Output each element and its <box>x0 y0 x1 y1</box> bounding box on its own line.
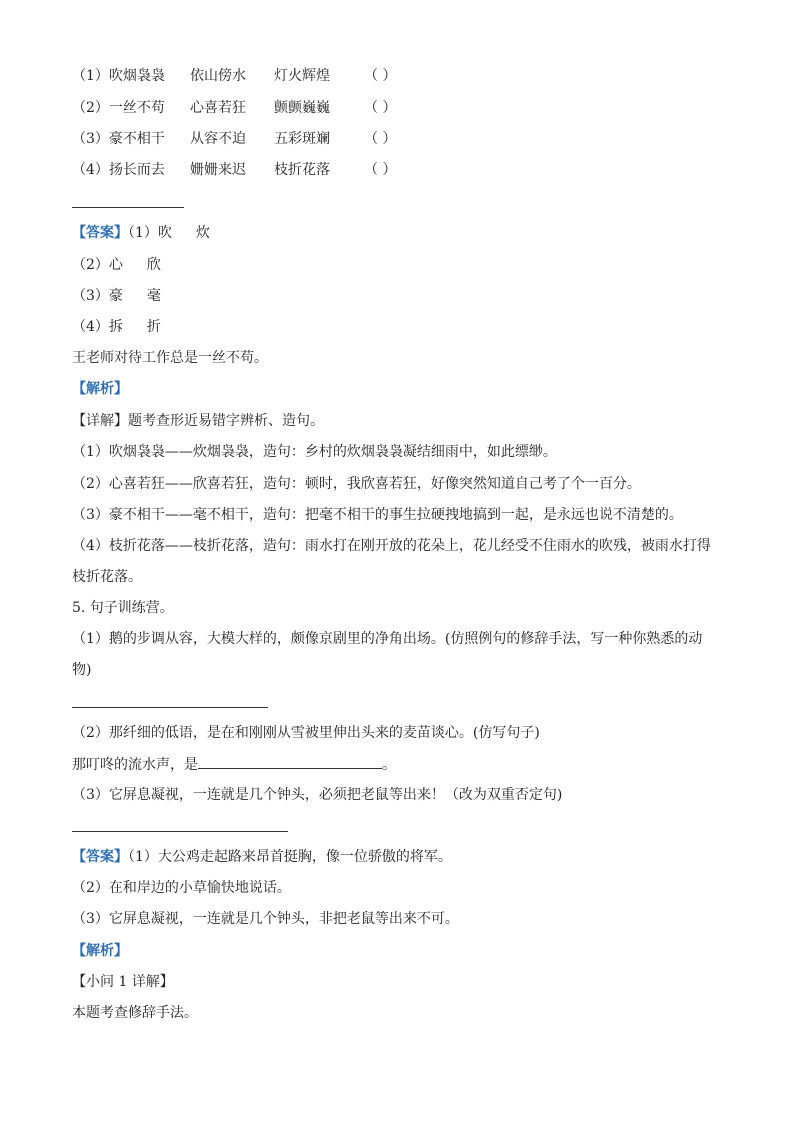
answer-2-line-2: （2）在和岸边的小草愉快地说话。 <box>72 880 291 896</box>
answer-1-row-2-num: （2）心 <box>72 257 123 273</box>
answer-2-line-1-text: （1）大公鸡走起路来昂首挺胸，像一位骄傲的将军。 <box>128 849 452 865</box>
answer-1-row-2 <box>72 255 161 275</box>
q4-row-2-word-1: （2）一丝不苟 <box>72 100 165 116</box>
q4-row-2-word-3: 颤颤巍巍 <box>274 100 330 116</box>
question-5-part-3: （3）它屏息凝视，一连就是几个钟头，必须把老鼠等出来！（改为双重否定句) <box>72 787 563 803</box>
q4-row-1 <box>72 66 424 86</box>
answer-1-row-1-char: 炊 <box>195 225 210 241</box>
q4-row-1-word-3: 灯火辉煌 <box>274 68 330 84</box>
q4-row-1-word-2: 依山傍水 <box>190 68 246 84</box>
q4-row-2-word-2: 心喜若狂 <box>190 100 246 116</box>
answer-2-tag: 【答案】 <box>72 849 128 865</box>
answer-1-row-2-char: 欣 <box>146 257 161 273</box>
answer-2-line-1 <box>72 847 452 867</box>
q4-row-1-paren: （ ） <box>364 68 397 84</box>
q4-row-3-word-2: 从容不迫 <box>190 131 246 147</box>
answer-1-row-4-num: （4）拆 <box>72 319 123 335</box>
answer-2-line-3: （3）它屏息凝视，一连就是几个钟头，非把老鼠等出来不可。 <box>72 911 459 927</box>
analysis-tag: 【解析】 <box>72 381 128 397</box>
sub-question-tag: 【小问 1 详解】 <box>72 974 174 990</box>
answer-blank-3[interactable] <box>72 831 288 832</box>
q4-row-3-word-1: （3）豪不相干 <box>72 131 165 147</box>
q4-row-3-paren: （ ） <box>364 131 397 147</box>
fill-suffix: 。 <box>382 757 396 773</box>
answer-1-row-3 <box>72 286 161 306</box>
answer-1-row-4 <box>72 317 161 337</box>
q4-row-4-word-1: （4）扬长而去 <box>72 162 165 178</box>
analysis-line-4: （4）枝折花落——枝折花落，造句：雨水打在刚开放的花朵上，花儿经受不住雨水的吹残，被雨水打得 <box>72 538 711 554</box>
answer-divider-line <box>72 207 184 208</box>
answer-1-row-3-char: 毫 <box>146 288 161 304</box>
analysis-line-3: （3）豪不相干——毫不相干，造句：把毫不相干的事生拉硬拽地搞到一起，是永远也说不清楚的。 <box>72 507 683 523</box>
q4-row-4 <box>72 160 424 180</box>
question-5-part-1-line-2: 物) <box>72 662 92 678</box>
question-5-part-2: （2）那纤细的低语，是在和刚刚从雪被里伸出头来的麦苗谈心。(仿写句子) <box>72 725 540 741</box>
analysis-line-2: （2）心喜若狂——欣喜若狂，造句：顿时，我欣喜若狂，好像突然知道自己考了个一百分。 <box>72 476 641 492</box>
question-5-part-1-line-1: （1）鹅的步调从容，大模大样的，颇像京剧里的净角出场。(仿照例句的修辞手法，写一种你熟悉的动 <box>72 631 703 647</box>
analysis-2-text: 本题考查修辞手法。 <box>72 1005 198 1021</box>
q4-row-4-word-3: 枝折花落 <box>274 162 330 178</box>
q4-row-3-word-3: 五彩斑斓 <box>274 131 330 147</box>
detail-text: 题考查形近易错字辨析、造句。 <box>128 413 324 429</box>
detail-tag: 【详解】 <box>72 413 128 429</box>
q4-row-4-word-2: 姗姗来迟 <box>190 162 246 178</box>
analysis-line-1: （1）吹烟袅袅——炊烟袅袅，造句：乡村的炊烟袅袅凝结细雨中，如此缥缈。 <box>72 444 557 460</box>
fill-prefix: 那叮咚的流水声，是 <box>72 757 198 773</box>
answer-blank-2[interactable] <box>198 754 382 769</box>
q4-row-3 <box>72 129 424 149</box>
q4-row-4-paren: （ ） <box>364 162 397 178</box>
question-5-title: 5. 句子训练营。 <box>72 600 174 616</box>
q4-row-2 <box>72 98 424 118</box>
analysis-2-tag: 【解析】 <box>72 943 128 959</box>
answer-1-row-1 <box>72 223 210 243</box>
q4-row-1-word-1: （1）吹烟袅袅 <box>72 68 165 84</box>
question-5-part-2-fill <box>72 754 396 775</box>
detail-line <box>72 411 324 431</box>
q4-row-2-paren: （ ） <box>364 100 397 116</box>
answer-1-row-4-char: 折 <box>146 319 161 335</box>
answer-1-row-3-num: （3）豪 <box>72 288 123 304</box>
answer-tag: 【答案】 <box>72 225 128 241</box>
answer-1-sentence: 王老师对待工作总是一丝不苟。 <box>72 350 268 366</box>
analysis-line-5: 枝折花落。 <box>72 569 142 585</box>
answer-blank-1[interactable] <box>72 707 268 708</box>
answer-1-row-1-num: （1）吹 <box>128 225 172 241</box>
